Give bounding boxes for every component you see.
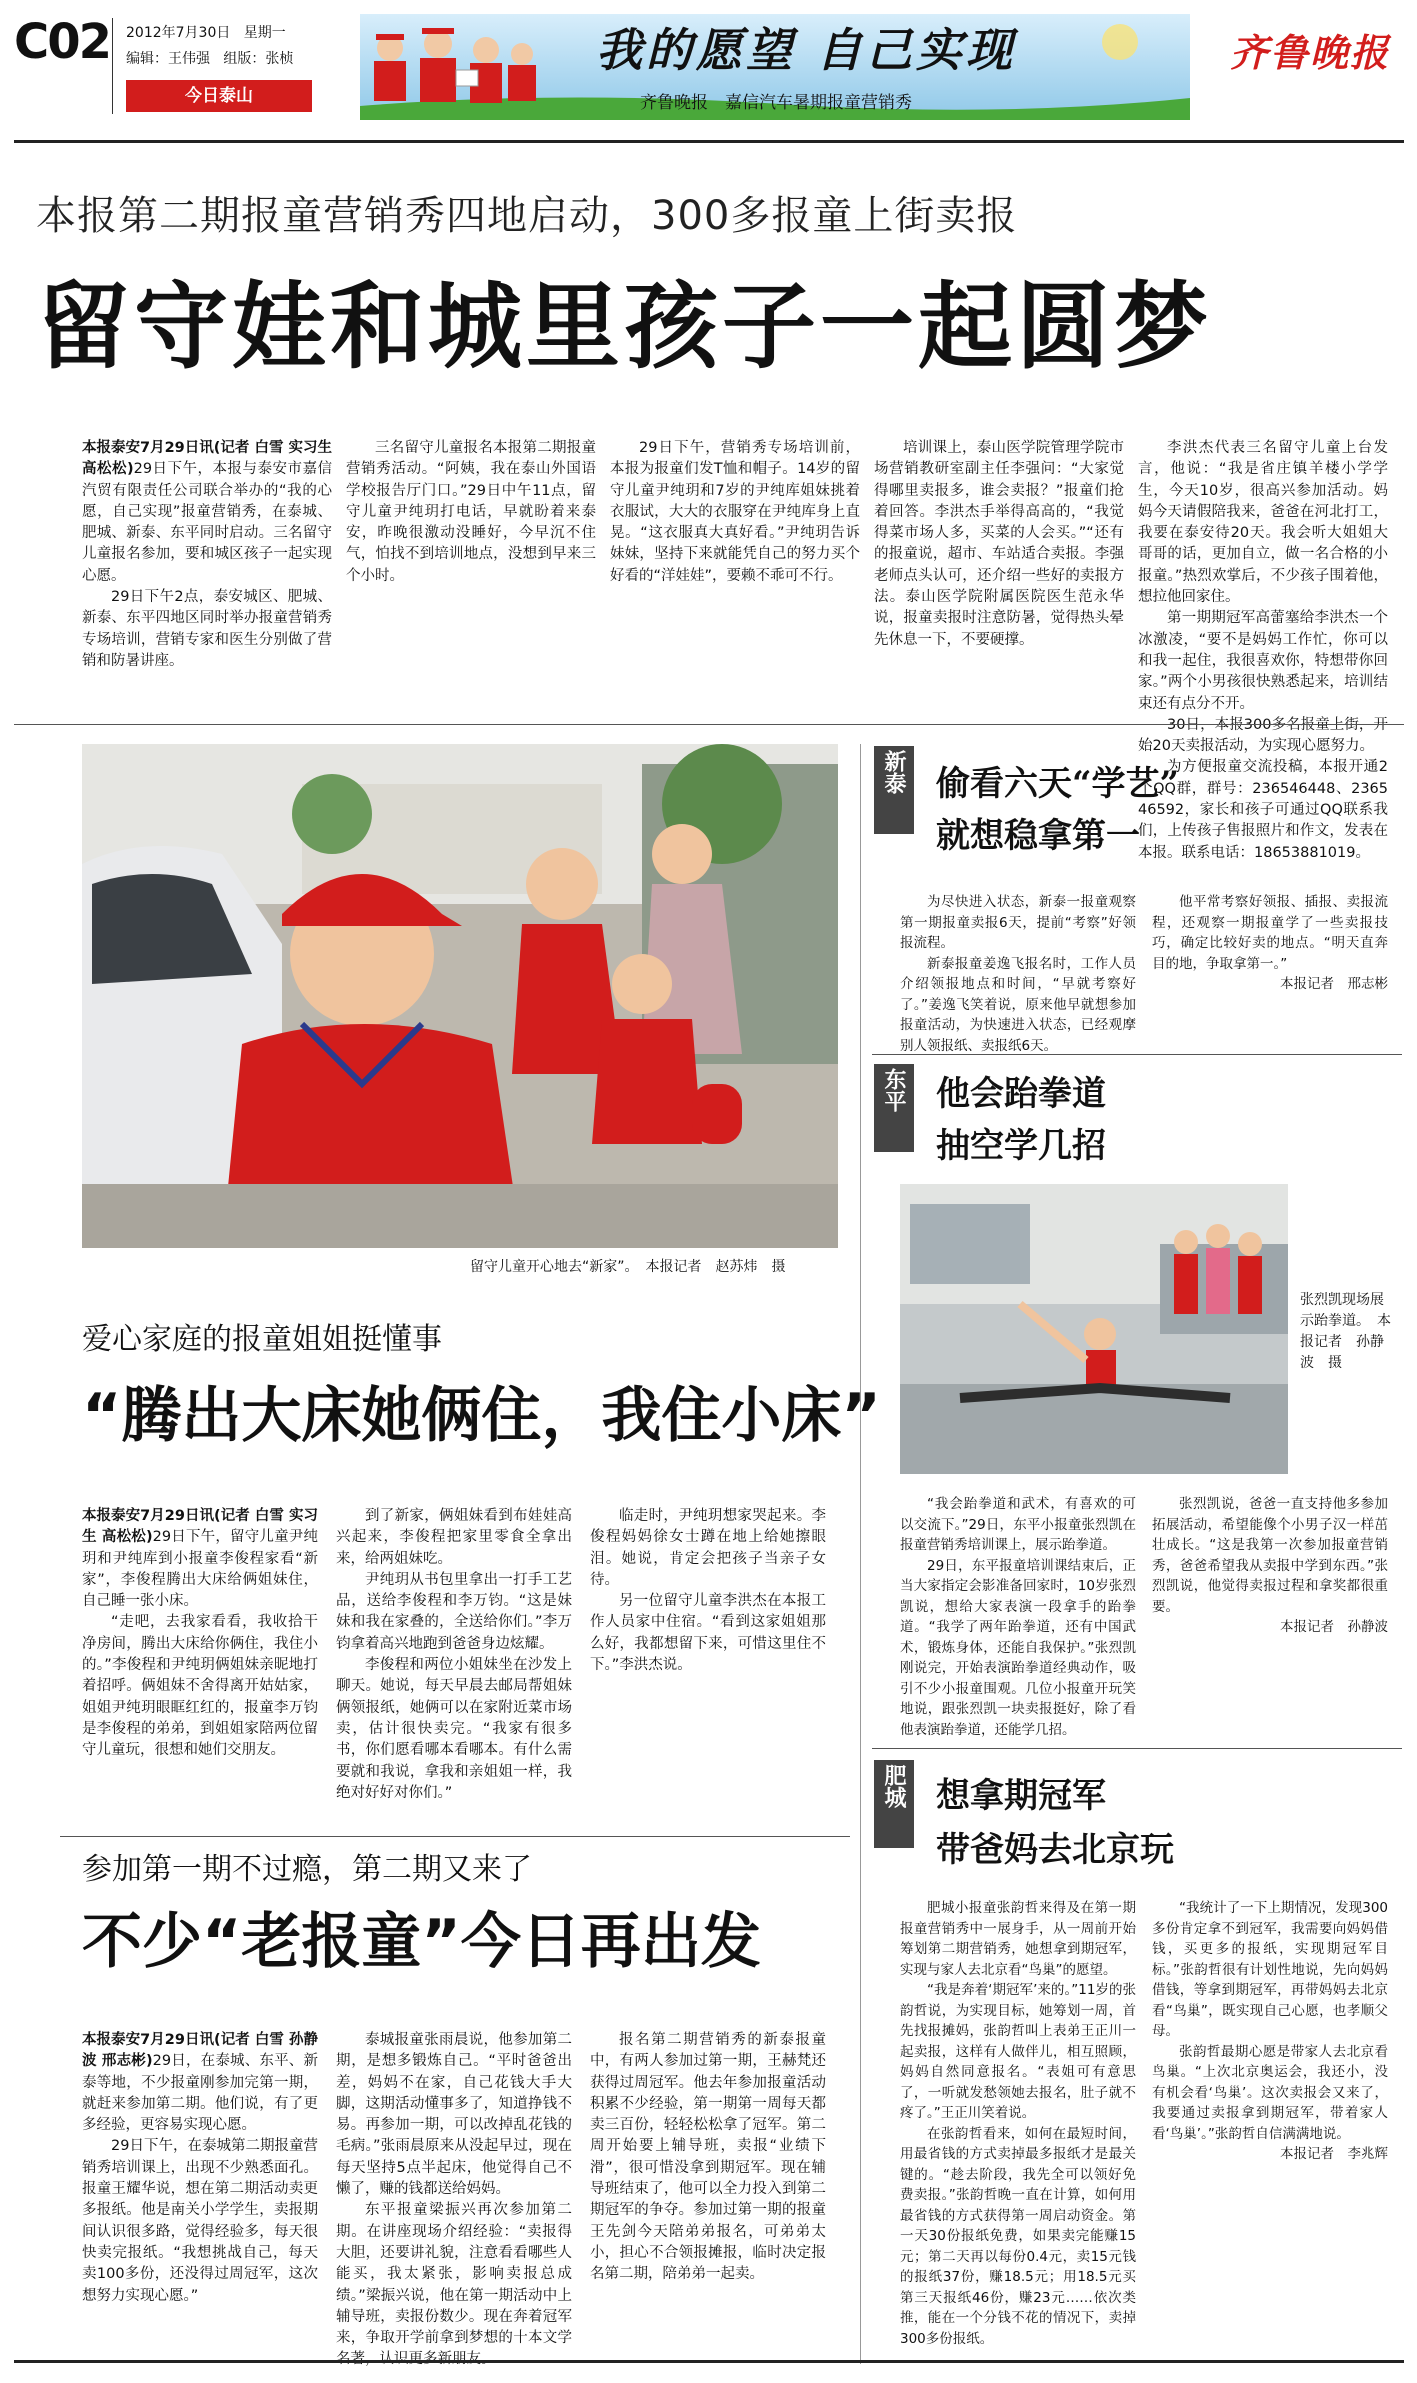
story2-headline: “腾出大床她俩住，我住小床”: [82, 1381, 881, 1451]
lead-para-4: 29日下午，营销秀专场培训前，本报为报童们发T恤和帽子。14岁的留守儿童尹纯玥和7岁的尹纯库姐妹挑着衣服试，大大的衣服穿在尹纯库身上直晃。“这衣服真大真好看。”尹纯玥告诉妹妹，坚持下来就能凭自己的努力买个好看的“洋娃娃”，要赖不乖可不行。: [610, 440, 860, 584]
story3-para-1: 29日，在泰城、东平、新泰等地，不少报童刚参加完第一期，就赶来参加第二期。他们说，有了更多经验，更容易实现心愿。: [82, 2053, 318, 2134]
main-photo: [82, 744, 838, 1248]
xintai-para-2: 新泰报童姜逸飞报名时，工作人员介绍领报地点和时间，“早就考察好了。”姜逸飞笑着说，原来他早就想参加报童活动，为快速进入状态，已经观摩别人领报纸、卖报纸6天。: [900, 955, 1136, 1054]
editor-text: 编辑：王伟强: [126, 51, 210, 67]
bottom-rule: [14, 2360, 1404, 2363]
banner-subtitle: 齐鲁晚报 嘉信汽车暑期报童营销秀: [640, 93, 912, 113]
lead-column-1: [82, 438, 332, 700]
date-text: 2012年7月30日: [126, 25, 231, 41]
header-divider: [112, 18, 113, 114]
promo-banner: [360, 14, 1190, 120]
lead-para-3: 三名留守儿童报名本报第二期报童营销秀活动。“阿姨，我在泰山外国语学校报告厅门口。”29日中午11点，留守儿童尹纯玥打电话，早就盼着来泰安，昨晚很激动没睡好，今早沉不住气，怕找不到培训地点，没想到早来三个小时。: [346, 440, 596, 584]
feicheng-para-5: 张韵哲最期心愿是带家人去北京看鸟巢。“上次北京奥运会，我还小，没有机会看‘鸟巢’。这次卖报会又来了，我要通过卖报拿到期冠军，带着家人看‘鸟巢’。”张韵哲自信满满地说。: [1152, 2043, 1388, 2142]
story3-para-4: 东平报童梁振兴再次参加第二期。在讲座现场介绍经验：“卖报得大胆，还要讲礼貌，注意看看哪些人能买，我太紧张，影响卖报总成绩。”梁振兴说，他在第一期活动中上辅导班，卖报份数少。现在奔着冠军来，争取开学前拿到梦想的十本文学名著，认识更多新朋友。: [336, 2202, 572, 2368]
story2-para-5: 李俊程和两位小姐妹坐在沙发上聊天。她说，每天早晨去邮局帮姐妹俩领报纸，她俩可以在家附近菜市场卖，估计很快卖完。“我家有很多书，你们愿看哪本看哪本。有什么需要就和我说，拿我和亲姐姐一样，我绝对好好对你们。”: [336, 1657, 572, 1801]
story3-headline: 不少“老报童”今日再出发: [82, 1907, 761, 1977]
tag-feicheng-text: 肥城: [881, 1764, 907, 1808]
lead-para-5: 培训课上，泰山医学院管理学院市场营销教研室副主任李强问：“大家觉得哪里卖报多，谁会卖报？”报童们抢着回答。李洪杰手举得高高的，“我觉得菜市场人多，买菜的人会买。”“还有的报童说，超市、车站适合卖报。李强老师点头认可，还介绍一些好的卖报方法。泰山医学院附属医院医生范永华说，报童卖报时注意防暑，觉得热头晕先休息一下，不要硬撑。: [874, 440, 1124, 648]
dongping-column-1: [900, 1494, 1136, 1740]
feicheng-byline: 本报记者 李兆辉: [1280, 2146, 1388, 2162]
lead-byline: 本报泰安7月29日讯(记者 白雪 实习生 高松松): [82, 440, 332, 478]
dongping-bottom-rule: [872, 1748, 1402, 1749]
lead-para-9: 为方便报童交流投稿，本报开通2个QQ群，群号：236546448、236546592，家长和孩子可通过QQ联系我们，上传孩子售报照片和作文，发表在本报。联系电话：18653881019。: [1138, 759, 1388, 861]
dongping-headline-2: 抽空学几招: [936, 1126, 1106, 1166]
photo-kids-illustration: [82, 744, 838, 1248]
tag-dongping-text: 东平: [881, 1068, 907, 1112]
xintai-column-1: [900, 892, 1136, 1076]
story3-column-2: [336, 2030, 572, 2368]
lead-column-6: [1138, 438, 1388, 861]
feicheng-headline-1: 想拿期冠军: [936, 1776, 1106, 1816]
feicheng-para-1: 肥城小报童张韵哲来得及在第一期报童营销秀中一展身手，从一周前开始筹划第二期营销秀，她想拿到期冠军，实现与家人去北京看“鸟巢”的愿望。: [900, 1900, 1136, 1978]
story3-column-3: [590, 2030, 826, 2350]
feicheng-headline-2: 带爸妈去北京玩: [936, 1830, 1174, 1870]
story3-column-1: [82, 2030, 318, 2350]
story3-byline: 本报泰安7月29日讯(记者 白雪 孙静波 邢志彬): [82, 2032, 318, 2070]
lead-headline: 留守娃和城里孩子一起圆梦: [36, 273, 1213, 382]
dongping-photo-caption: 张烈凯现场展示跆拳道。 本报记者 孙静波 摄: [1300, 1292, 1391, 1371]
dongping-para-2: 29日，东平报童培训课结束后，正当大家指定会影准备回家时，10岁张烈凯说，想给大家表演一段拿手的跆拳道。“我学了两年跆拳道，还有中国武术，锻炼身体，还能自我保护。”张烈凯刚说完，开始表演跆拳道经典动作，吸引不少小报童围观。几位小报童开玩笑地说，跟张烈凯一块卖报挺好，除了看他表演跆拳道，还能学几招。: [900, 1557, 1136, 1738]
story2-para-3: 到了新家，俩姐妹看到布娃娃高兴起来，李俊程把家里零食全拿出来，给两姐妹吃。: [336, 1508, 572, 1567]
top-rule: [14, 140, 1404, 143]
feicheng-para-4: “我统计了一下上期情况，发现300多份肯定拿不到冠军，我需要向妈妈借钱，买更多的报纸，实现期冠军目标。”张韵哲很有计划性地说，先向妈妈借钱，等拿到期冠军，再带妈妈去北京看“鸟巢”，既实现自己心愿，也孝顺父母。: [1152, 1900, 1388, 2039]
xintai-headline-2: 就想稳拿第一: [936, 816, 1140, 856]
lead-para-2: 29日下午2点，泰安城区、肥城、新泰、东平四地区同时举办报童营销秀专场培训，营销专家和医生分别做了营销和防暑讲座。: [82, 589, 332, 669]
xintai-column-2: [1152, 892, 1388, 1076]
story2-byline: 本报泰安7月29日讯(记者 白雪 实习生 高松松): [82, 1508, 318, 1546]
lead-column-4: [874, 438, 1124, 700]
xintai-para-3: 他平常考察好领报、插报、卖报流程，还观察一期报童学了一些卖报技巧，确定比较好卖的地点。“明天直奔目的地，争取拿第一。”: [1152, 894, 1388, 972]
section-label: 今日泰山: [126, 80, 312, 112]
xintai-byline: 本报记者 邢志彬: [1280, 976, 1388, 992]
photo-taekwondo-illustration: [900, 1184, 1288, 1474]
right-column-divider: [860, 744, 861, 2364]
story2-para-2: “走吧，去我家看看，我收拾干净房间，腾出大床给你俩住，我住小的。”李俊程和尹纯玥俩姐妹亲昵地打着招呼。俩姐妹不舍得离开姑姑家，姐姐尹纯玥眼眶红红的，报童李万钧是李俊程的弟弟，到姐姐家陪两位留守儿童玩，很想和她们交朋友。: [82, 1614, 318, 1759]
tag-xintai-text: 新泰: [881, 750, 907, 794]
xintai-para-1: 为尽快进入状态，新泰一报童观察第一期报童卖报6天，提前“考察”好领报流程。: [900, 894, 1136, 951]
xintai-bottom-rule: [872, 1054, 1402, 1055]
main-photo-caption: 留守儿童开心地去“新家”。 本报记者 赵苏炜 摄: [470, 1259, 786, 1275]
header-editors: [126, 48, 293, 68]
tag-dongping: [874, 1064, 914, 1152]
weekday-text: 星期一: [243, 25, 286, 41]
story2-para-1: 29日下午，留守儿童尹纯玥和尹纯库到小报童李俊程家看“新家”，李俊程腾出大床给俩姐妹住，自己睡一张小床。: [82, 1529, 318, 1610]
lead-column-3: [610, 438, 860, 700]
feicheng-para-3: 在张韵哲看来，如何在最短时间，用最省钱的方式卖掉最多报纸才是最关键的。“趁去阶段，我先全可以领好免费卖报。”张韵哲晚一直在计算，如何用最省钱的方式获得第一周启动资金。第一天30份报纸免费，如果卖完能赚15元；第二天再以每份0.4元，卖15元钱的报纸37份，赚18.5元；用18.5元买第三天报纸46份，赚23元……依次类推，能在一个分钱不花的情况下，卖掉300多份报纸。: [900, 2125, 1136, 2347]
story2-para-7: 另一位留守儿童李洪杰在本报工作人员家中住宿。“看到这家姐姐那么好，我都想留下来，可惜这里住不下。”李洪杰说。: [590, 1593, 826, 1674]
masthead-logo: 齐鲁晚报: [1230, 30, 1391, 75]
story2-kicker: 爱心家庭的报童姐姐挺懂事: [82, 1322, 442, 1357]
story2-para-6: 临走时，尹纯玥想家哭起来。李俊程妈妈徐女士蹲在地上给她擦眼泪。她说，肯定会把孩子当亲子女待。: [590, 1508, 826, 1588]
dongping-para-1: “我会跆拳道和武术，有喜欢的可以交流下。”29日，东平小报童张烈凯在报童营销秀培训课上，展示跆拳道。: [900, 1496, 1136, 1553]
lead-kicker: 本报第二期报童营销秀四地启动，300多报童上街卖报: [36, 193, 1018, 239]
dongping-para-3: 张烈凯说，爸爸一直支持他多参加拓展活动，希望能像个小男子汉一样茁壮成长。“这是我第一次参加报童营销秀，爸爸希望我从卖报中学到东西。”张烈凯说，他觉得卖报过程和拿奖都很重要。: [1152, 1496, 1388, 1615]
xintai-headline-1: 偷看六天“学艺”: [936, 764, 1180, 804]
dongping-headline-1: 他会跆拳道: [936, 1074, 1106, 1114]
dongping-photo: [900, 1184, 1288, 1474]
dongping-column-2: [1152, 1494, 1388, 1740]
layout-text: 组版：张桢: [223, 51, 294, 67]
story3-para-2: 29日下午，在泰城第二期报童营销秀培训课上，出现不少熟悉面孔。报童王耀华说，想在第二期活动卖更多报纸。他是南关小学学生，卖报期间认识很多路，觉得经验多，每天很快卖完报纸。“我想挑战自己，每天卖100多份，还没得过周冠军，这次想努力实现心愿。”: [82, 2138, 318, 2304]
story2-column-1: [82, 1506, 318, 1822]
tag-xintai: [874, 746, 914, 834]
banner-slogan: 我的愿望 自己实现: [596, 23, 1017, 77]
story2-column-3: [590, 1506, 826, 1822]
page-code: C02: [14, 14, 111, 70]
lead-para-8: 30日，本报300多名报童上街，开始20天卖报活动，为实现心愿努力。: [1138, 716, 1388, 755]
header-date: [126, 22, 286, 42]
story3-kicker: 参加第一期不过瘾，第二期又来了: [82, 1852, 532, 1887]
lead-para-7: 第一期期冠军高蕾塞给李洪杰一个冰激凌，“要不是妈妈工作忙，你可以和我一起住，我很喜欢你，特想带你回家。”两个小男孩很快熟悉起来，培训结束还有点分不开。: [1138, 610, 1388, 712]
feicheng-column-2: [1152, 1898, 1388, 2338]
tag-feicheng: [874, 1760, 914, 1848]
lead-bottom-rule: [14, 724, 1404, 725]
story2-para-4: 尹纯玥从书包里拿出一打手工艺品，送给李俊程和李万钧。“这是妹妹和我在家叠的，全送给你们。”李万钧拿着高兴地跑到爸爸身边炫耀。: [336, 1571, 572, 1652]
story3-para-5: 报名第二期营销秀的新泰报童中，有两人参加过第一期，王赫梵还获得过周冠军。他去年参加报童活动积累不少经验，第一期第一周每天都卖三百份，轻轻松松拿了冠军。第二周开始要上辅导班，卖报“业绩下滑”，很可惜没拿到期冠军。现在辅导班结束了，他可以全力投入到第二期冠军的争夺。参加过第一期的报童王先剑今天陪弟弟报名，可弟弟太小，担心不合领报摊报，临时决定报名第二期，陪弟弟一起卖。: [590, 2032, 826, 2283]
lead-para-1: 29日下午，本报与泰安市嘉信汽贸有限责任公司联合举办的“我的心愿，自己实现”报童营销秀，在泰城、肥城、新泰、东平同时启动。三名留守儿童报名参加，要和城区孩子一起实现心愿。: [82, 461, 332, 584]
lead-para-6: 李洪杰代表三名留守儿童上台发言，他说：“我是省庄镇羊楼小学学生，今天10岁，很高兴参加活动。妈妈今天请假陪我来，爸爸在河北打工，我要在泰安待20天。我会听大姐姐大哥哥的话，更加自立，做一名合格的小报童。”热烈欢掌后，不少孩子围着他，想拉他回家住。: [1138, 440, 1388, 606]
newsboys-illustration: [360, 14, 540, 120]
story2-bottom-rule: [60, 1836, 850, 1837]
story3-para-3: 泰城报童张雨晨说，他参加第二期，是想多锻炼自己。“平时爸爸出差，妈妈不在家，自己花钱大手大脚，这期活动懂事多了，知道挣钱不易。再参加一期，可以改掉乱花钱的毛病。”张雨晨原来从没起早过，现在每天坚持5点半起床，他觉得自己不懒了，赚的钱都送给妈妈。: [336, 2032, 572, 2198]
lead-column-2: [346, 438, 596, 700]
feicheng-para-2: “我是奔着‘期冠军’来的。”11岁的张韵哲说，为实现目标，她筹划一周，首先找报摊妈，张韵哲叫上表弟王正川一起卖报，这样有人做伴儿，相互照顾，妈妈自然同意报名。“表姐可有意思了，一听就发愁领她去报名，肚子就不疼了。”王正川笑着说。: [900, 1982, 1136, 2121]
dongping-byline: 本报记者 孙静波: [1280, 1619, 1388, 1635]
feicheng-column-1: [900, 1898, 1136, 2347]
story2-column-2: [336, 1506, 572, 1822]
